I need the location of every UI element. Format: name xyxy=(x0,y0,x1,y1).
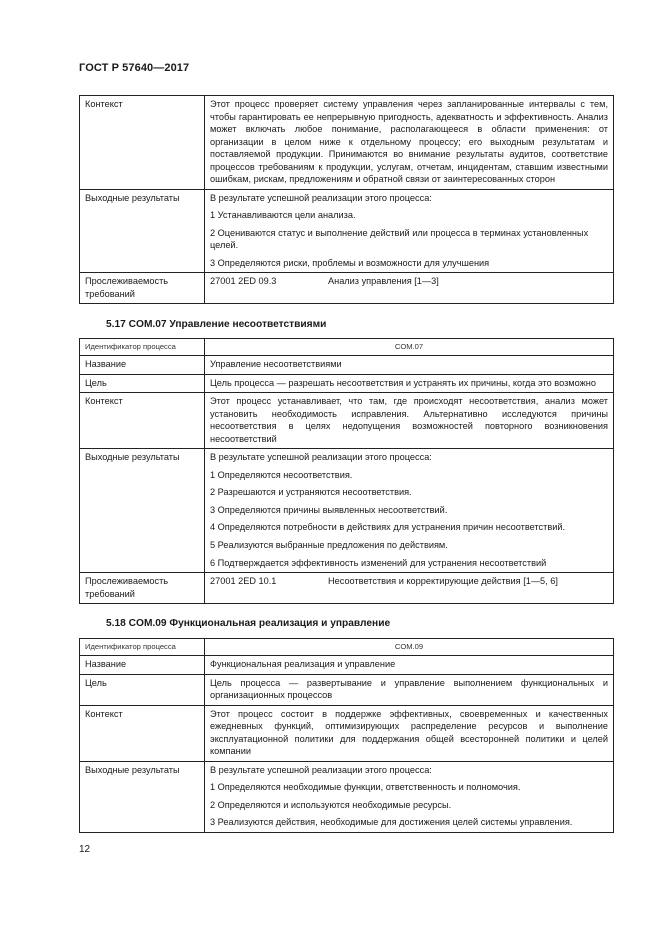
outputs-cell xyxy=(205,189,614,273)
table-row xyxy=(80,374,614,393)
list-item: 6 Подтверждается эффективность изменений для устранения несоответствий xyxy=(210,557,547,568)
row-label-trace: Прослеживаемость требований xyxy=(80,573,205,604)
process-context: Этот процесс состоит в поддержке эффективных, своевременных и качественных ежедневных функций, оптимизирующих распределение ресурсов и выполнение эксплуатационной политики для поддержания общей всесторонней политики и целей компании xyxy=(205,705,614,761)
section-title-com09: 5.18 COM.09 Функциональная реализация и управление xyxy=(106,618,391,629)
process-context: Этот процесс устанавливает, что там, где происходят несоответствия, анализ может установить необходимость исправления. Альтернативно исследуются причины несоответствия в целях недопущения возможностей повторного возникновения несоответствий xyxy=(205,393,614,449)
outputs-cell xyxy=(205,761,614,832)
trace-code: 27001 2ED 09.3 xyxy=(210,276,277,287)
trace-desc: Анализ управления [1—3] xyxy=(328,276,439,287)
outputs-intro: В результате успешной реализации этого процесса: xyxy=(210,192,432,203)
table-row xyxy=(80,656,614,675)
process-goal: Цель процесса — разрешать несоответствия и устранять их причины, когда это возможно xyxy=(205,374,614,393)
row-label-id: Идентификатор процесса xyxy=(80,639,205,656)
table-row xyxy=(80,639,614,656)
section-title-com07: 5.17 COM.07 Управление несоответствиями xyxy=(106,319,327,330)
document-code: ГОСТ Р 57640—2017 xyxy=(79,62,190,74)
list-item: 2 Оцениваются статус и выполнение действий или процесса в терминах установленных целей. xyxy=(210,227,589,251)
process-goal: Цель процесса — развертывание и управление выполнением функциональных и организационных процессов xyxy=(205,674,614,705)
table-row xyxy=(80,273,614,304)
list-item: 5 Реализуются выбранные предложения по действиям. xyxy=(210,539,448,550)
row-label-outputs: Выходные результаты xyxy=(80,449,205,573)
table-row xyxy=(80,449,614,573)
process-id: COM.09 xyxy=(205,639,614,656)
table-row xyxy=(80,393,614,449)
row-label-goal: Цель xyxy=(80,374,205,393)
list-item: 2 Определяются и используются необходимые ресурсы. xyxy=(210,799,452,810)
list-item: 3 Определяются риски, проблемы и возможности для улучшения xyxy=(210,257,490,268)
list-item: 3 Определяются причины выявленных несоответствий. xyxy=(210,504,448,515)
table-row xyxy=(80,705,614,761)
trace-desc: Несоответствия и корректирующие действия [1—5, 6] xyxy=(328,576,558,587)
outputs-cell xyxy=(205,449,614,573)
table-row xyxy=(80,356,614,375)
trace-code: 27001 2ED 10.1 xyxy=(210,576,277,587)
row-label-trace: Прослеживаемость требований xyxy=(80,273,205,304)
outputs-intro: В результате успешной реализации этого процесса: xyxy=(210,452,432,463)
process-name: Управление несоответствиями xyxy=(205,356,614,375)
table-row xyxy=(80,96,614,190)
table-row xyxy=(80,189,614,273)
table-row xyxy=(80,761,614,832)
table-com09 xyxy=(79,638,614,833)
row-label-context: Контекст xyxy=(80,705,205,761)
table-row xyxy=(80,674,614,705)
row-label-goal: Цель xyxy=(80,674,205,705)
table-row xyxy=(80,573,614,604)
list-item: 1 Определяются несоответствия. xyxy=(210,469,353,480)
trace-cell xyxy=(205,273,614,304)
table-row xyxy=(80,339,614,356)
trace-cell xyxy=(205,573,614,604)
row-label-outputs: Выходные результаты xyxy=(80,761,205,832)
list-item: 2 Разрешаются и устраняются несоответствия. xyxy=(210,487,412,498)
process-name: Функциональная реализация и управление xyxy=(205,656,614,675)
table-continuation xyxy=(79,95,614,304)
table-com07 xyxy=(79,338,614,604)
list-item: 1 Определяются необходимые функции, ответственность и полномочия. xyxy=(210,782,521,793)
row-label-outputs: Выходные результаты xyxy=(80,189,205,273)
page-number: 12 xyxy=(79,844,91,855)
list-item: 1 Устанавливаются цели анализа. xyxy=(210,210,356,221)
list-item: 4 Определяются потребности в действиях для устранения причин несоответствий. xyxy=(210,522,566,533)
process-id: COM.07 xyxy=(205,339,614,356)
row-label-context: Контекст xyxy=(80,96,205,190)
row-label-name: Название xyxy=(80,356,205,375)
list-item: 3 Реализуются действия, необходимые для достижения целей системы управления. xyxy=(210,817,573,828)
outputs-intro: В результате успешной реализации этого процесса: xyxy=(210,764,432,775)
row-label-id: Идентификатор процесса xyxy=(80,339,205,356)
row-label-name: Название xyxy=(80,656,205,675)
context-text: Этот процесс проверяет систему управления через запланированные интервалы с тем, чтобы гарантировать ее непрерывную пригодность, адекватность и эффективность. Анализ может включать любое понимание, располагающееся в области применения: от организации в целом ниже к отдельному процессу; его выходным результатам и поставляемой продукции. Принимаются во внимание результаты аудитов, соответствие процессов требованиям к продукции, услугам, отчетам, инцидентам, ставшим известными ошибкам, рискам, предложениям и обратной связи от заинтересованных сторон xyxy=(205,96,614,190)
row-label-context: Контекст xyxy=(80,393,205,449)
